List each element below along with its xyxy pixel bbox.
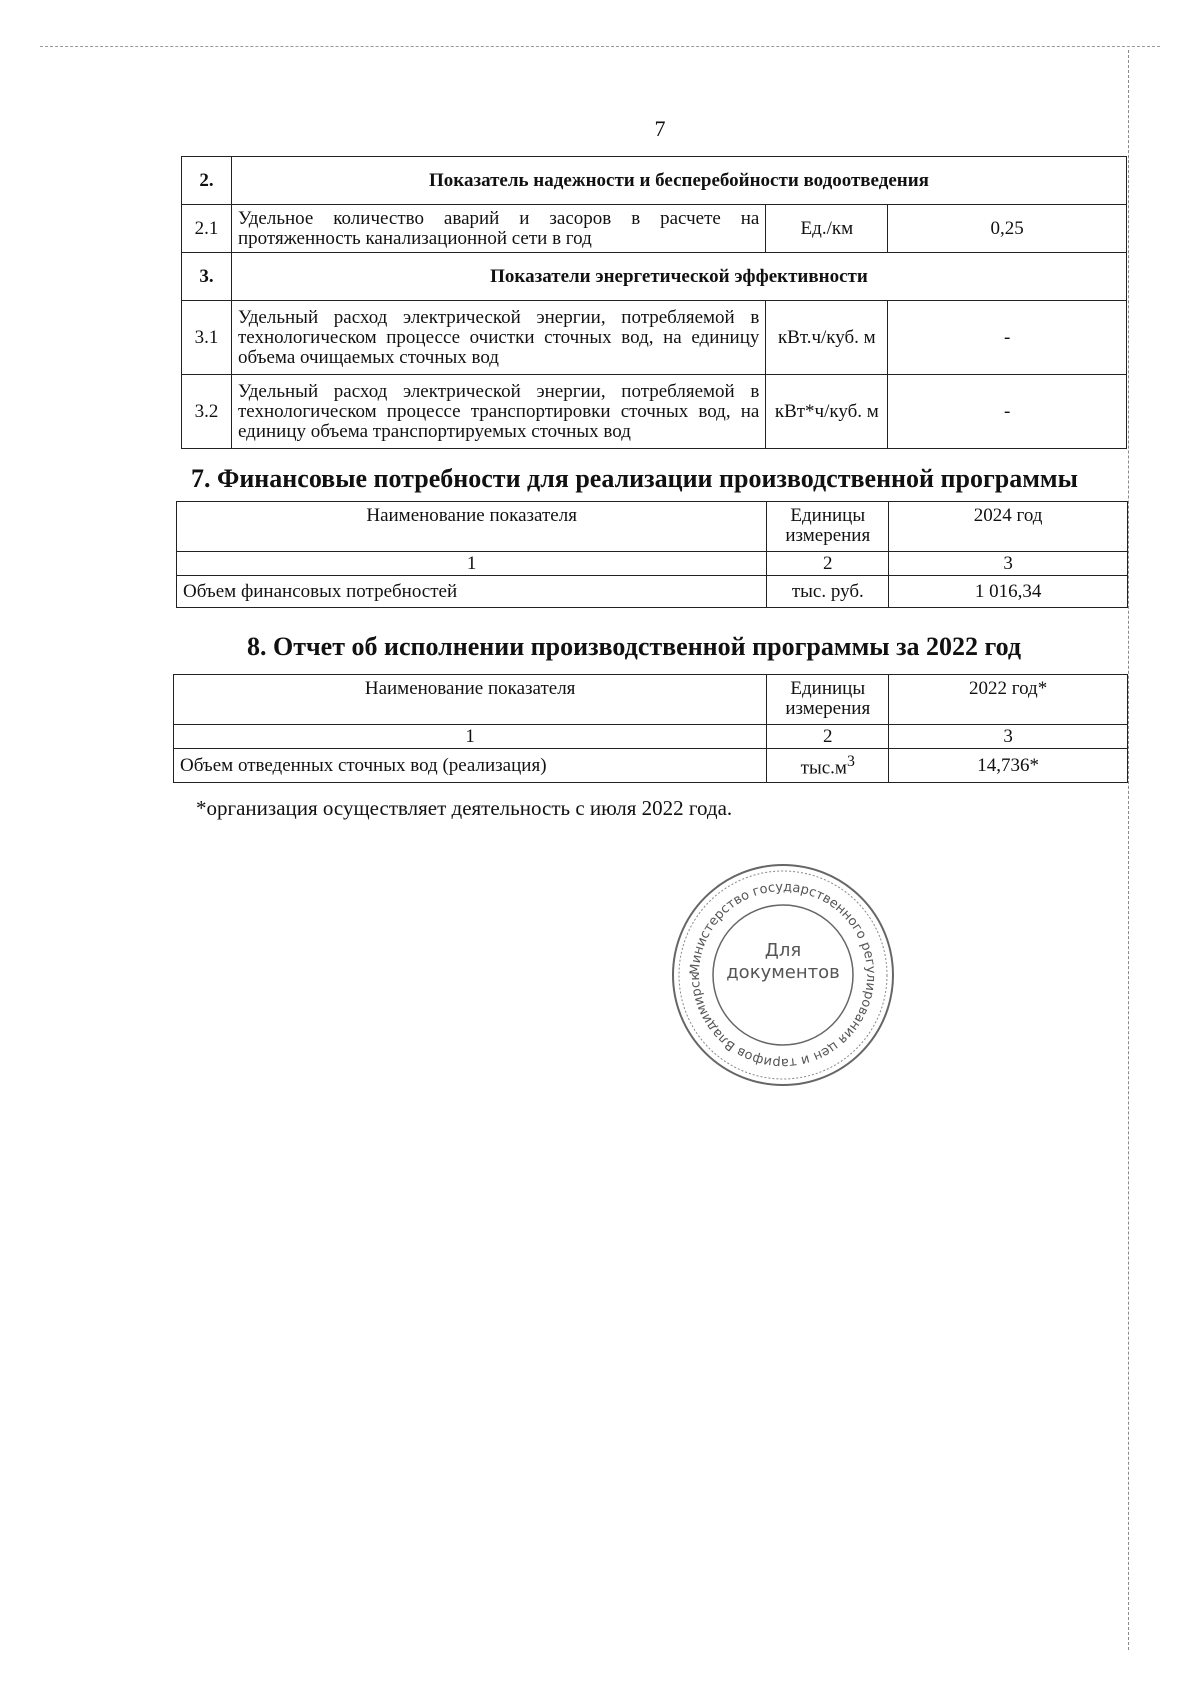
header-year: 2024 год [889, 502, 1128, 552]
column-number: 1 [174, 725, 767, 749]
indicator-unit: кВт*ч/куб. м [766, 375, 888, 449]
unit-base: тыс.м [800, 757, 847, 779]
footnote: *организация осуществляет деятельность с июля 2022 года. [196, 796, 733, 820]
indicators-table [181, 156, 1127, 449]
header-unit: Единицы измерения [767, 502, 889, 552]
section-number: 3. [182, 253, 232, 301]
page-number: 7 [654, 116, 666, 141]
table-row [182, 253, 1127, 301]
header-name: Наименование показателя [177, 502, 767, 552]
column-number: 2 [767, 725, 889, 749]
header-unit: Единицы измерения [767, 675, 889, 725]
table-row [182, 157, 1127, 205]
column-number: 3 [889, 552, 1128, 576]
indicator-value: - [888, 301, 1127, 375]
section-8-title: 8. Отчет об исполнении производственной программы за 2022 год [247, 632, 1022, 661]
indicator-unit [767, 749, 889, 783]
header-row [174, 675, 1128, 725]
column-number: 2 [767, 552, 889, 576]
stamp-center-text [668, 940, 898, 984]
stamp-line: документов [726, 962, 840, 983]
scan-edge-right [1128, 50, 1129, 1650]
table-row [177, 576, 1128, 608]
indicator-name: Удельное количество аварий и засоров в расчете на протяженность канализационной сети в год [231, 205, 765, 253]
indicator-name: Объем финансовых потребностей [177, 576, 767, 608]
section-number: 2. [182, 157, 232, 205]
table-row [182, 301, 1127, 375]
indicator-unit: кВт.ч/куб. м [766, 301, 888, 375]
indicator-unit: тыс. руб. [767, 576, 889, 608]
official-stamp [668, 860, 898, 1090]
indicator-name: Удельный расход электрической энергии, потребляемой в технологическом процессе транспортировки сточных вод, на единицу объема транспортируемых сточных вод [231, 375, 765, 449]
financial-needs-table [176, 501, 1128, 608]
row-number: 3.2 [182, 375, 232, 449]
header-row [177, 502, 1128, 552]
indicator-value: 0,25 [888, 205, 1127, 253]
column-number: 1 [177, 552, 767, 576]
table-row [182, 375, 1127, 449]
indicator-name: Удельный расход электрической энергии, потребляемой в технологическом процессе очистки сточных вод, на единицу объема очищаемых сточных вод [231, 301, 765, 375]
indicator-value: 14,736* [889, 749, 1128, 783]
section-7-title: 7. Финансовые потребности для реализации производственной программы [191, 464, 1078, 493]
indicator-value: - [888, 375, 1127, 449]
table-row [174, 749, 1128, 783]
section-title: Показатели энергетической эффективности [231, 253, 1126, 301]
scan-edge-top [40, 46, 1160, 47]
header-name: Наименование показателя [174, 675, 767, 725]
indicator-unit: Ед./км [766, 205, 888, 253]
stamp-line: Для [764, 940, 802, 961]
row-number: 2.1 [182, 205, 232, 253]
indicator-name: Объем отведенных сточных вод (реализация) [174, 749, 767, 783]
section-title: Показатель надежности и бесперебойности водоотведения [231, 157, 1126, 205]
row-number: 3.1 [182, 301, 232, 375]
column-numbers-row [177, 552, 1128, 576]
unit-superscript: 3 [846, 753, 855, 771]
table-row [182, 205, 1127, 253]
column-numbers-row [174, 725, 1128, 749]
header-year: 2022 год* [889, 675, 1128, 725]
stamp-ring-text: Министерство государственного регулирования цен и тарифов Владимирск [687, 879, 879, 1071]
program-report-table [173, 674, 1128, 783]
column-number: 3 [889, 725, 1128, 749]
indicator-value: 1 016,34 [889, 576, 1128, 608]
